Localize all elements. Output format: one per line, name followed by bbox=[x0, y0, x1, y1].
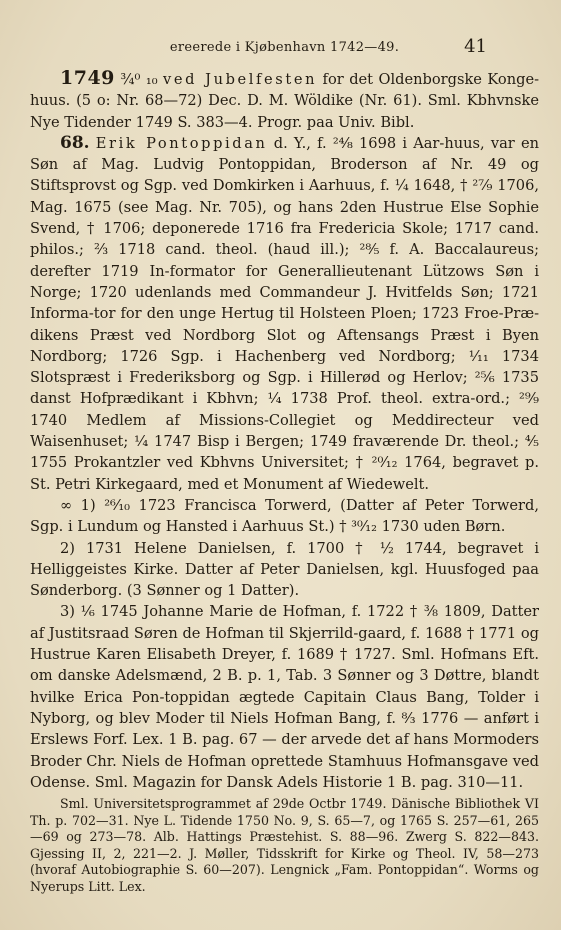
page-number: 41 bbox=[464, 36, 487, 57]
marriage-2: 2) 1731 Helene Danielsen, f. 1700 † ½ 1744, begravet i Helliggeistes Kirke. Datter af Peter Danielsen, kgl. Huusfoged paa Sønderborg. (3 Sønner og 1 Datter). bbox=[30, 539, 539, 600]
page-header bbox=[30, 36, 539, 62]
marriage-1: ∞ 1) ²⁶⁄₁₀ 1723 Francisca Torwerd, (Datter af Peter Torwerd, Sgp. i Lundum og Hansted i Aarhuus St.) † ³⁰⁄₁₂ 1730 uden Børn. bbox=[30, 496, 539, 536]
references bbox=[30, 796, 539, 896]
references-text: Sml. Universitetsprogrammet af 29de Octbr 1749. Dänische Bibliothek VI Th. p. 702—31. Nye L. Tidende 1750 No. 9, S. 65—7, og 1765 S. 257—61, 265—69 og 273—78. Alb. Hattings Præstehist. S. 88—96. Zwerg S. 822—843. Gjessing II, 2, 221—2. J. Møller, Tidsskrift for Kirke og Theol. IV, 58—273 (hvoraf Autobiographie S. 60—207). Lengnick „Fam. Pontoppidan“. Worms og Nyerups Litt. Lex. bbox=[30, 796, 539, 895]
marriage-3: 3) ¹⁄₆ 1745 Johanne Marie de Hofman, f. 1722 † ⅜ 1809, Datter af Justitsraad Søren de Hofman til Skjerrild-gaard, f. 1688 † 1771 og Hustrue Karen Elisabeth Dreyer, f. 1689 † 1727. Sml. Hofmans Eft. om danske Adelsmænd, 2 B. p. 1, Tab. 3 Sønner og 3 Døttre, blandt hvilke Erica Pon-toppidan ægtede Capitain Claus Bang, Tolder i Nyborg, og blev Moder til Niels Hofman Bang, f. ⁸⁄₃ 1776 — anført i Erslews Forf. Lex. 1 B. pag. 67 — der arvede det af hans Mormoders Broder Chr. Niels de Hofman oprettede Stamhuus Hofmansgave ved Odense. Sml. Magazin for Dansk Adels Historie 1 B. pag. 310—11. bbox=[30, 603, 539, 791]
entry-1749 bbox=[30, 68, 539, 133]
entry-event: ved Jubelfesten bbox=[163, 71, 318, 88]
entry-date: ¾⁰ ₁₀ bbox=[120, 71, 158, 88]
entry-year: 1749 bbox=[60, 67, 115, 89]
person-name: Erik Pontoppidan bbox=[95, 134, 268, 152]
entry-body: d. Y., f. ²⁴⁄₈ 1698 i Aar-huus, var en Søn af Mag. Ludvig Pontoppidan, Broderson af Nr. 49 og Stiftsprovst og Sgp. ved Domkirken i Aarhuus, f. ¼ 1648, † ²⁷⁄₉ 1706, Mag. 1675 (see Mag. Nr. 705), og hans 2den Hustrue Else Sophie Svend, † 1706; deponerede 1716 fra Fredericia Skole; 1717 cand. philos.; ⅔ 1718 cand. theol. (haud ill.); ²⁸⁄₅ f. A. Baccalaureus; derefter 1719 In-formator for Generallieutenant Lützows Søn i Norge; 1720 udenlands med Commandeur J. Hvitfelds Søn; 1721 Informa-tor for den unge Hertug til Holsteen Ploen; 1723 Froe-Præ-dikens Præst ved Nordborg Slot og Aftensangs Præst i Byen Nordborg; 1726 Sgp. i Hachenberg ved Nordborg; ¹⁄₁₁ 1734 Slotspræst i Frederiksborg og Sgp. i Hillerød og Herlov; ²⁵⁄₆ 1735 danst Hofprædikant i Kbhvn; ¹⁄₄ 1738 Prof. theol. extra-ord.; ²⁹⁄₉ 1740 Medlem af Missions-Collegiet og Meddirecteur ved Waisenhuset; ¹⁄₄ 1747 Bisp i Bergen; 1749 fraværende Dr. theol.; ⅘ 1755 Prokantzler ved Kbhvns Universitet; † ²⁰⁄₁₂ 1764, begravet p. St. Petri Kirkegaard, med et Monument af Wiedewelt. bbox=[30, 134, 539, 493]
page-body bbox=[30, 68, 539, 793]
running-head: ereerede i Kjøbenhavn 1742—49. bbox=[169, 40, 400, 55]
entry-number: 68. bbox=[60, 132, 90, 153]
entry-68 bbox=[30, 133, 539, 495]
entry-text: for det Oldenborgske Konge-huus. (5 o: Nr. 68—72) Dec. D. M. Wöldike (Nr. 61). Sml. Kbhvnske Nye Tidender 1749 S. 383—4. Progr. paa Univ. Bibl. bbox=[30, 71, 540, 131]
